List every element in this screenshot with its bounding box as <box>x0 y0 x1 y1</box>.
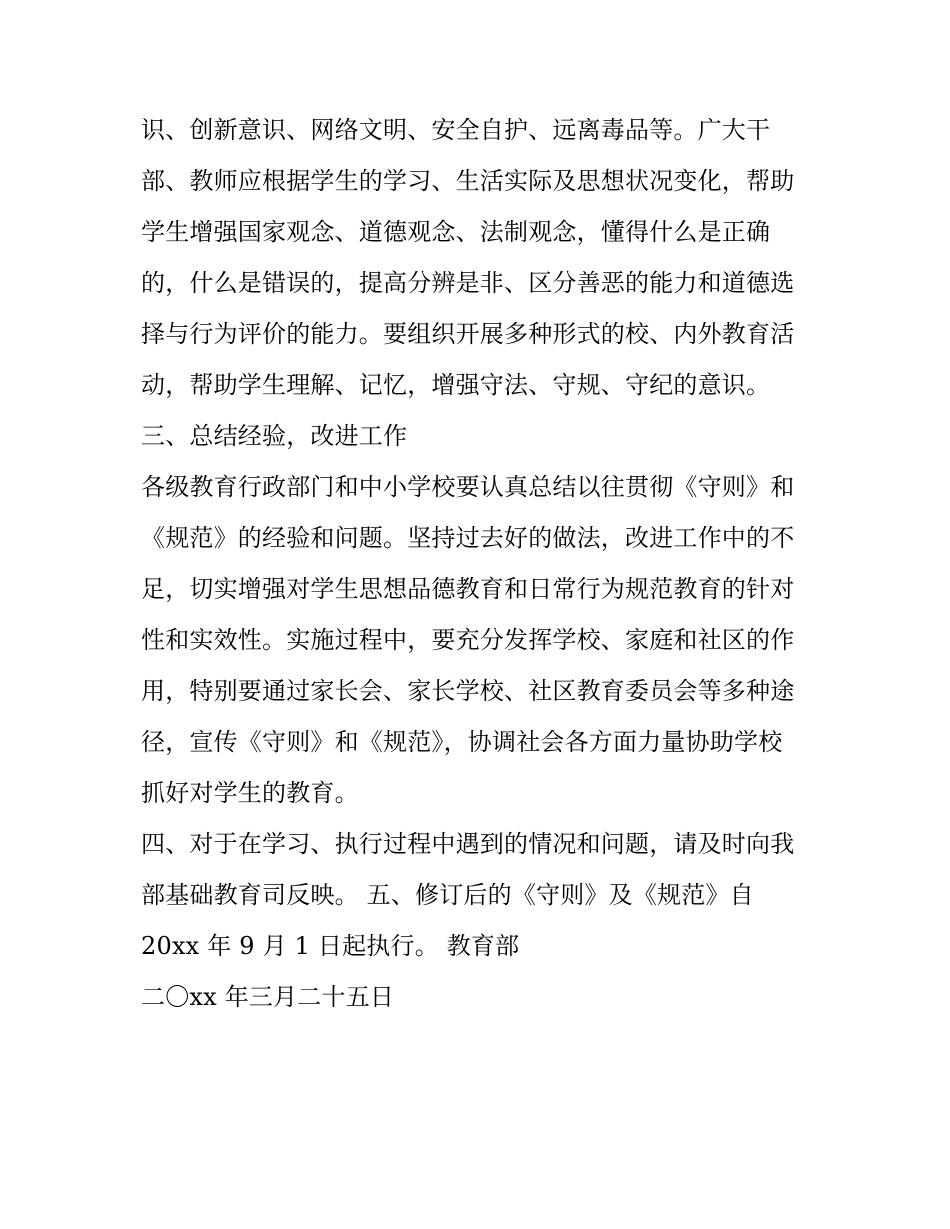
body-line: 径，宣传《守则》和《规范》，协调社会各方面力量协助学校 <box>141 728 783 756</box>
document-date: 二〇xx 年三月二十五日 <box>141 983 395 1011</box>
body-line: 抓好对学生的教育。 <box>141 779 359 807</box>
section-heading: 三、总结经验，改进工作 <box>141 422 408 450</box>
body-line: 四、对于在学习、执行过程中遇到的情况和问题，请及时向我 <box>141 830 795 858</box>
body-line: 各级教育行政部门和中小学校要认真总结以往贯彻《守则》和 <box>141 473 795 501</box>
body-line: 足，切实增强对学生思想品德教育和日常行为规范教育的针对 <box>141 575 795 603</box>
body-line: 性和实效性。实施过程中，要充分发挥学校、家庭和社区的作 <box>141 626 795 654</box>
body-line: 用，特别要通过家长会、家长学校、社区教育委员会等多种途 <box>141 677 795 705</box>
body-line: 的，什么是错误的，提高分辨是非、区分善恶的能力和道德选 <box>141 269 795 297</box>
body-line: 择与行为评价的能力。要组织开展多种形式的校、内外教育活 <box>141 320 795 348</box>
body-line: 学生增强国家观念、道德观念、法制观念，懂得什么是正确 <box>141 218 771 246</box>
body-line: 动，帮助学生理解、记忆，增强守法、守规、守纪的意识。 <box>141 371 771 399</box>
body-line: 识、创新意识、网络文明、安全自护、远离毒品等。广大干 <box>141 116 771 144</box>
body-line: 20xx 年 9 月 1 日起执行。 教育部 <box>141 932 520 960</box>
body-line: 部基础教育司反映。 五、修订后的《守则》及《规范》自 <box>141 881 754 909</box>
body-line: 部、教师应根据学生的学习、生活实际及思想状况变化，帮助 <box>141 167 795 195</box>
body-line: 《规范》的经验和问题。坚持过去好的做法，改进工作中的不 <box>141 524 795 552</box>
document-body <box>141 108 821 1026</box>
